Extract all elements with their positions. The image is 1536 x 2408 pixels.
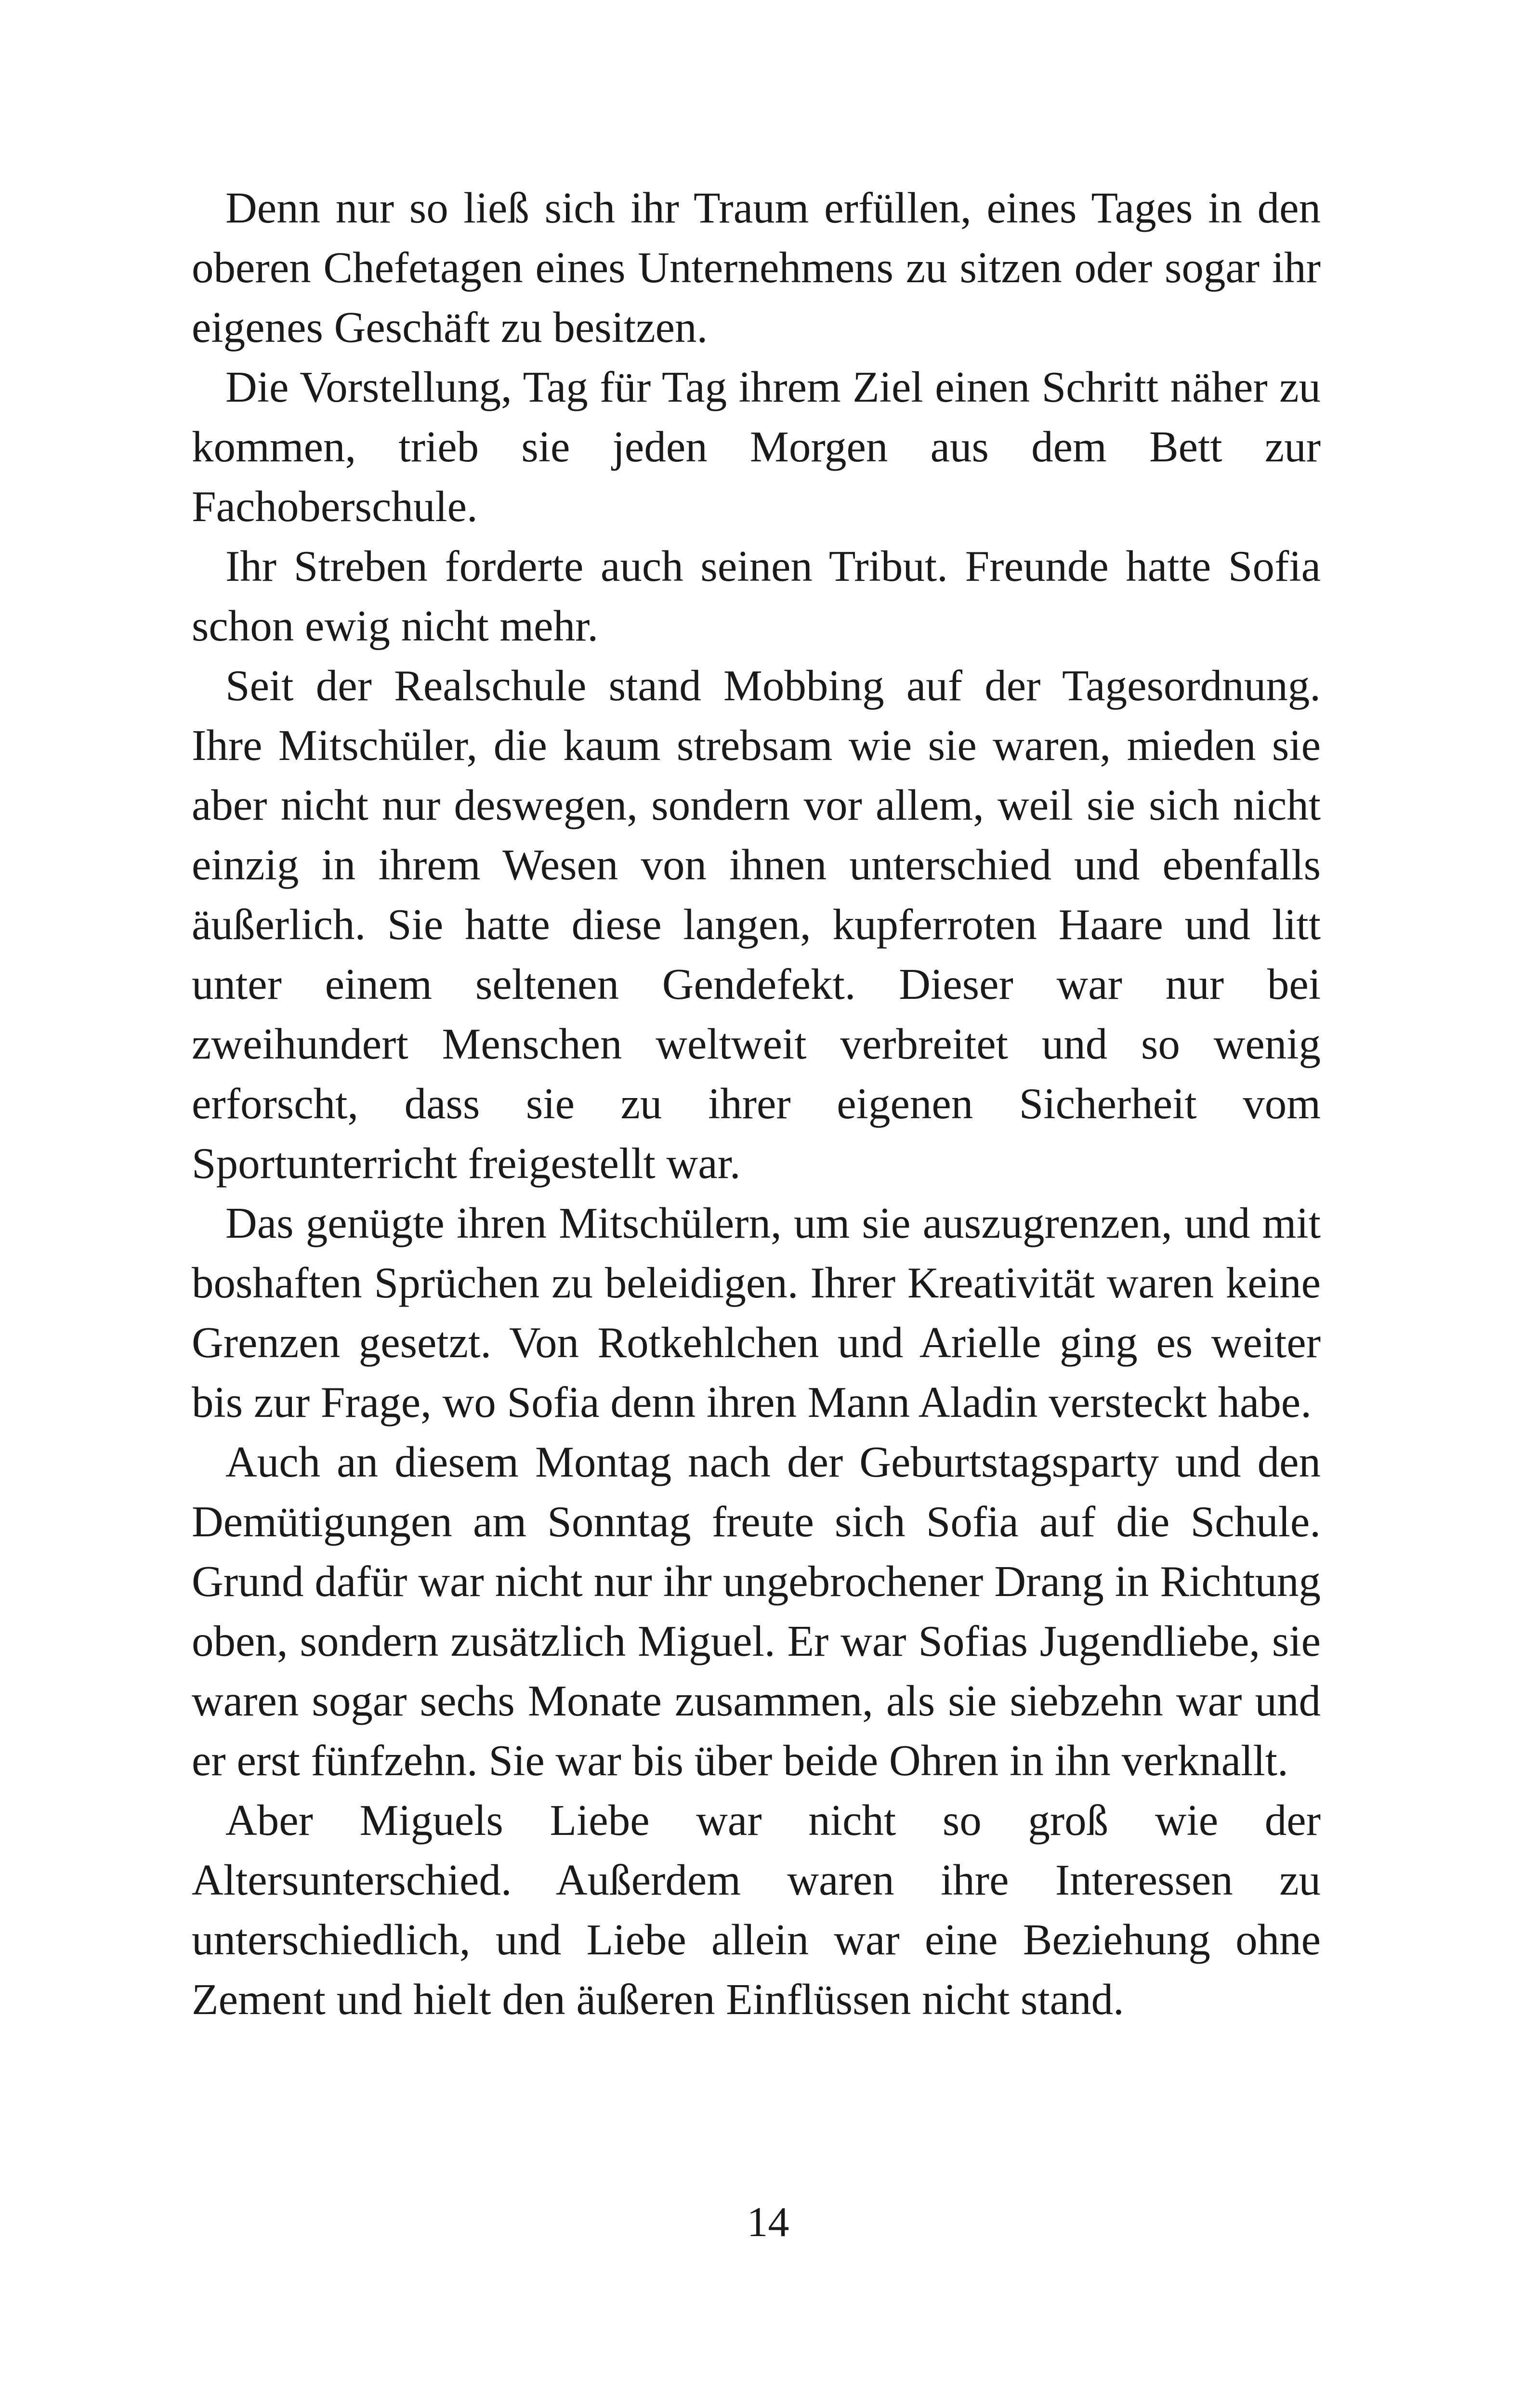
paragraph-4: Seit der Realschule stand Mobbing auf der Tagesordnung. Ihre Mitschüler, die kaum strebsam wie sie waren, mieden sie aber nicht nur deswegen, sondern vor allem, weil sie sich nicht einzig in ihrem Wesen von ihnen unterschied und ebenfalls äußerlich. Sie hatte diese langen, kupferroten Haare und litt unter einem seltenen Gendefekt. Dieser war nur bei zweihundert Menschen weltweit verbreitet und so wenig erforscht, dass sie zu ihrer eigenen Sicherheit vom Sportunterricht freigestellt war. (192, 661, 1321, 1188)
paragraph-5: Das genügte ihren Mitschülern, um sie auszugrenzen, und mit boshaften Sprüchen zu beleidigen. Ihrer Kreativität waren keine Grenzen gesetzt. Von Rotkehlchen und Arielle ging es weiter bis zur Frage, wo Sofia denn ihren Mann Aladin versteckt habe. (192, 1199, 1321, 1426)
paragraph-3: Ihr Streben forderte auch seinen Tribut. Freunde hatte Sofia schon ewig nicht mehr. (192, 542, 1321, 650)
paragraph-7: Aber Miguels Liebe war nicht so groß wie der Altersunterschied. Außerdem waren ihre Interessen zu unterschiedlich, und Liebe allein war eine Beziehung ohne Zement und hielt den äußeren Einflüssen nicht stand. (192, 1796, 1321, 2024)
paragraph-2: Die Vorstellung, Tag für Tag ihrem Ziel einen Schritt näher zu kommen, trieb sie jeden Morgen aus dem Bett zur Fachoberschule. (192, 363, 1321, 531)
paragraph-1: Denn nur so ließ sich ihr Traum erfüllen, eines Tages in den oberen Chefetagen eines Unternehmens zu sitzen oder sogar ihr eigenes Geschäft zu besitzen. (192, 183, 1321, 352)
paragraph-6: Auch an diesem Montag nach der Geburtstagsparty und den Demütigungen am Sonntag freute sich Sofia auf die Schule. Grund dafür war nicht nur ihr ungebrochener Drang in Richtung oben, sondern zusätzlich Miguel. Er war Sofias Jugendliebe, sie waren sogar sechs Monate zusammen, als sie siebzehn war und er erst fünfzehn. Sie war bis über beide Ohren in ihn verknallt. (192, 1438, 1321, 1785)
body-text (192, 178, 1321, 2029)
page-number: 14 (747, 2199, 789, 2246)
